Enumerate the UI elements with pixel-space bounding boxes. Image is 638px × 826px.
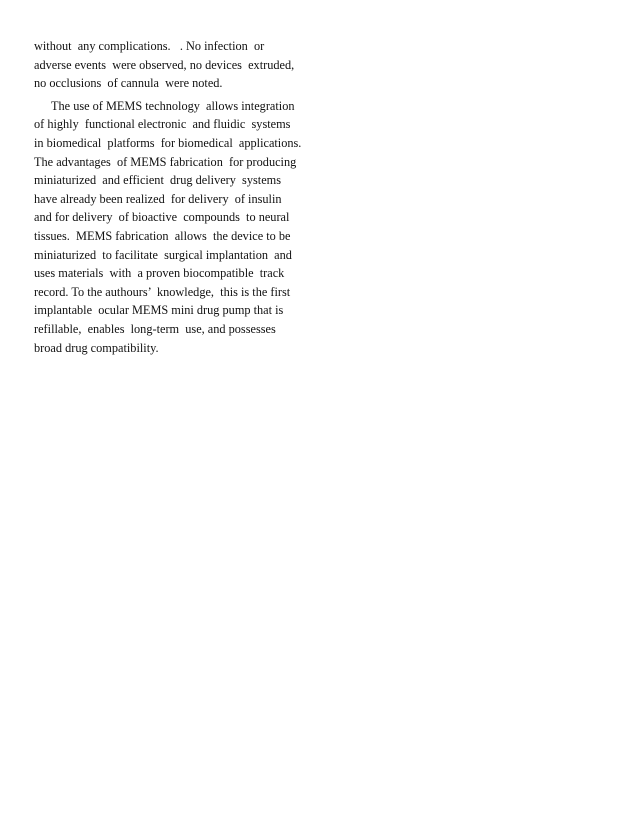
text-line: miniaturized to facilitate surgical implantation and	[34, 247, 292, 262]
text-column	[34, 37, 304, 357]
text-line: of highly functional electronic and fluidic systems	[34, 117, 291, 132]
paragraph-continuation	[34, 37, 304, 93]
text-line: no occlusions of cannula were noted.	[34, 76, 223, 91]
text-line: refillable, enables long-term use, and possesses	[34, 321, 276, 336]
text-line: and for delivery of bioactive compounds to neural	[34, 210, 290, 225]
text-line: uses materials with a proven biocompatible track	[34, 266, 285, 281]
text-line: have already been realized for delivery of insulin	[34, 191, 282, 206]
text-line: broad drug compatibility.	[34, 340, 159, 355]
text-line: adverse events were observed, no devices extruded,	[34, 57, 295, 72]
text-line: miniaturized and efficient drug delivery systems	[34, 173, 282, 188]
text-line: The advantages of MEMS fabrication for producing	[34, 154, 297, 169]
text-line: without any complications. . No infection or	[34, 39, 265, 53]
text-line: implantable ocular MEMS mini drug pump that is	[34, 303, 284, 318]
text-line: record. To the authours’ knowledge, this is the first	[34, 284, 291, 299]
text-line: tissues. MEMS fabrication allows the device to be	[34, 228, 291, 243]
text-line-first: The use of MEMS technology allows integration	[51, 98, 295, 113]
text-line: in biomedical platforms for biomedical applications.	[34, 135, 302, 150]
paragraph-mems-technology	[34, 97, 304, 357]
